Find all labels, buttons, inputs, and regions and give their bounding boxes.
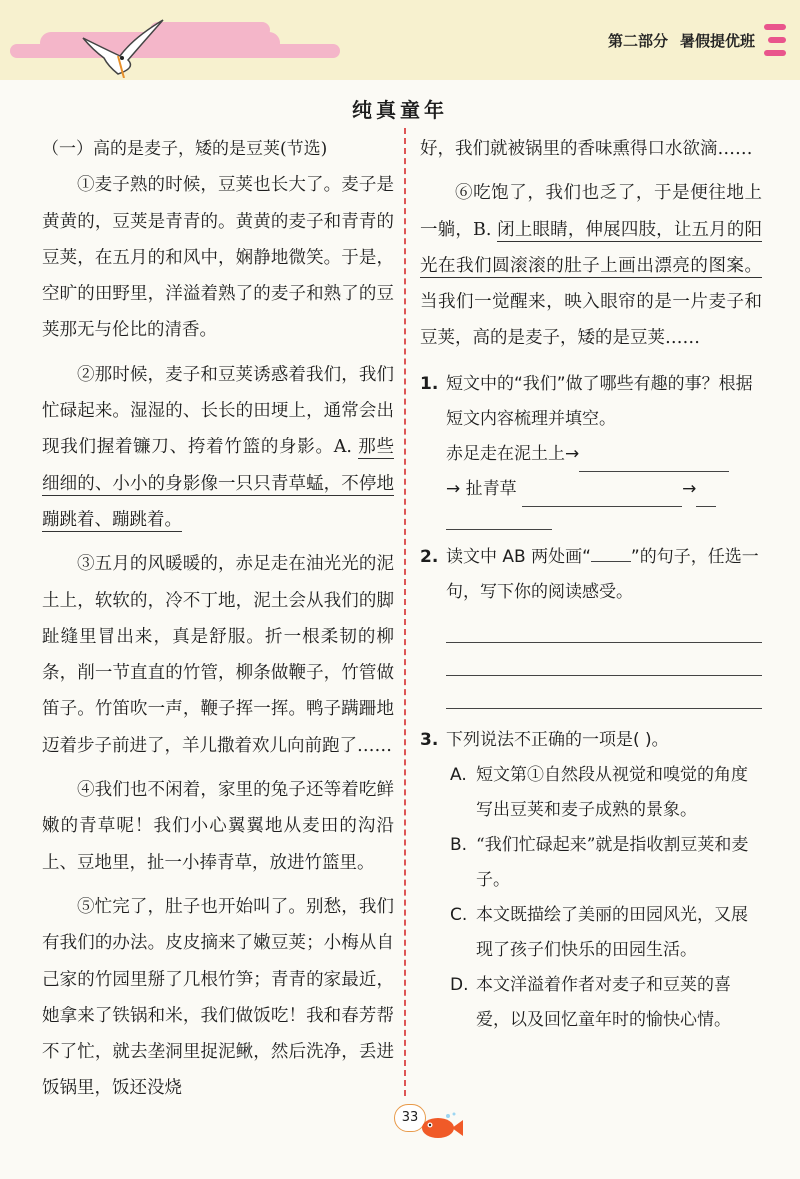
paragraph-6-text: ⑥吃饱了，我们也乏了，于是便往地上一躺，B. xyxy=(420,183,762,240)
option-d[interactable] xyxy=(420,968,762,1038)
answer-line[interactable] xyxy=(446,610,762,643)
option-text: 本文既描绘了美丽的田园风光，又展现了孩子们快乐的田园生活。 xyxy=(476,904,748,960)
paragraph-5-continued: 好，我们就被锅里的香味熏得口水欲滴…… xyxy=(420,139,753,159)
arrow-icon: → xyxy=(565,443,580,464)
arrow-icon: → xyxy=(682,478,697,499)
question-2-text xyxy=(446,540,762,610)
header-cloud-decoration xyxy=(10,44,340,58)
option-c[interactable] xyxy=(420,898,762,968)
option-letter: B. xyxy=(450,834,468,855)
question-1-fill-row xyxy=(446,507,762,530)
question-number: 2. xyxy=(420,546,439,567)
question-1-fill-row xyxy=(446,472,762,507)
header-part: 第二部分 xyxy=(608,32,669,50)
fish-icon xyxy=(418,1112,464,1142)
option-text: 短文第①自然段从视觉和嗅觉的角度写出豆荚和麦子成熟的景象。 xyxy=(476,764,748,820)
option-text: 本文洋溢着作者对麦子和豆荚的喜爱，以及回忆童年时的愉快心情。 xyxy=(476,974,731,1030)
paragraph-4: ④我们也不闲着，家里的兔子还等着吃鲜嫩的青草呢！我们小心翼翼地从麦田的沟沿上、豆地里，扯一小捧青草，放进竹篮里。 xyxy=(42,780,394,873)
question-number: 3. xyxy=(420,729,439,750)
corner-decoration-icon xyxy=(762,22,790,60)
paragraph-5: ⑤忙完了，肚子也开始叫了。别愁，我们有我们的办法。皮皮摘来了嫩豆荚；小梅从自己家的竹园里掰了几根竹笋；青青的家最近，她拿来了铁锅和米，我们做饭吃！我和春芳帮不了忙，就去垄洞里捉泥鳅，然后洗净，丢进饭锅里，饭还没烧 xyxy=(42,896,394,1099)
paragraph-3: ③五月的风暖暖的，赤足走在油光光的泥土上，软软的，冷不丁地，泥土会从我们的脚趾缝里冒出来，真是舒服。折一根柔韧的柳条，削一节直直的竹管，柳条做鞭子，竹管做笛子。竹笛吹一声，鞭子挥一挥。鸭子蹒跚地迈着步子前进了，羊儿撒着欢儿向前跑了…… xyxy=(42,554,394,756)
answer-blank[interactable] xyxy=(696,484,716,507)
answer-blank[interactable] xyxy=(522,484,682,507)
question-3-text: 下列说法不正确的一项是( )。 xyxy=(446,729,669,750)
fill-start-label: 赤足走在泥土上 xyxy=(446,443,565,464)
page-number: 33 xyxy=(394,1104,426,1132)
passage-subtitle: （一）高的是麦子，矮的是豆荚(节选) xyxy=(42,139,328,159)
arrow-icon: → xyxy=(446,478,461,499)
answer-blank[interactable] xyxy=(446,507,552,530)
paragraph-2-text: ②那时候，麦子和豆荚诱惑着我们，我们忙碌起来。湿湿的、长长的田埂上，通常会出现我们握着镰刀、挎着竹篮的身影。A. xyxy=(42,364,394,458)
option-letter: D. xyxy=(450,974,469,995)
question-2-text-b: ”的句子，任选一句，写下你的阅读感受。 xyxy=(446,546,759,602)
question-2-text-a: 读文中 AB 两处画“ xyxy=(446,546,591,567)
seagull-icon xyxy=(78,18,168,78)
question-1-fill-row xyxy=(446,437,762,472)
option-b[interactable] xyxy=(420,828,762,898)
question-1-text: 短文中的“我们”做了哪些有趣的事？根据短文内容梳理并填空。 xyxy=(446,373,753,429)
question-2 xyxy=(420,540,762,610)
paragraph-6 xyxy=(420,175,762,356)
question-number: 1. xyxy=(420,373,439,394)
column-divider xyxy=(404,128,406,1096)
paragraph-1: ①麦子熟的时候，豆荚也长大了。麦子是黄黄的，豆荚是青青的。黄黄的麦子和青青的豆荚，在五月的和风中，娴静地微笑。于是，空旷的田野里，洋溢着熟了的麦子和熟了的豆荚那无与伦比的清香。 xyxy=(42,175,394,341)
sentence-a-underlined: 那些细细的、小小的身影像一只只青草蜢，不停地蹦跳着、蹦跳着。 xyxy=(42,437,395,530)
header-series: 暑假提优班 xyxy=(680,32,756,50)
option-letter: C. xyxy=(450,904,468,925)
fill-mid-label: 扯青草 xyxy=(465,478,517,499)
passage-right-column xyxy=(420,131,762,1038)
passage-left-column xyxy=(42,131,394,1107)
answer-line[interactable] xyxy=(446,676,762,709)
paragraph-6-end: 当我们一觉醒来，映入眼帘的是一片麦子和豆荚，高的是麦子，矮的是豆荚…… xyxy=(420,292,762,349)
header-cloud-decoration xyxy=(150,22,270,38)
paragraph-2 xyxy=(42,357,394,538)
answer-line[interactable] xyxy=(446,643,762,676)
question-1 xyxy=(420,367,762,530)
answer-blank[interactable] xyxy=(579,449,729,472)
header-label xyxy=(608,30,767,51)
page-title: 纯真童年 xyxy=(352,98,448,122)
option-a[interactable] xyxy=(420,758,762,828)
question-3 xyxy=(420,723,762,758)
underline-sample xyxy=(591,543,631,562)
option-text: “我们忙碌起来”就是指收割豆荚和麦子。 xyxy=(476,834,749,890)
sentence-b-underlined: 闭上眼睛，伸展四肢，让五月的阳光在我们圆滚滚的肚子上画出漂亮的图案。 xyxy=(420,219,762,276)
option-letter: A. xyxy=(450,764,467,785)
